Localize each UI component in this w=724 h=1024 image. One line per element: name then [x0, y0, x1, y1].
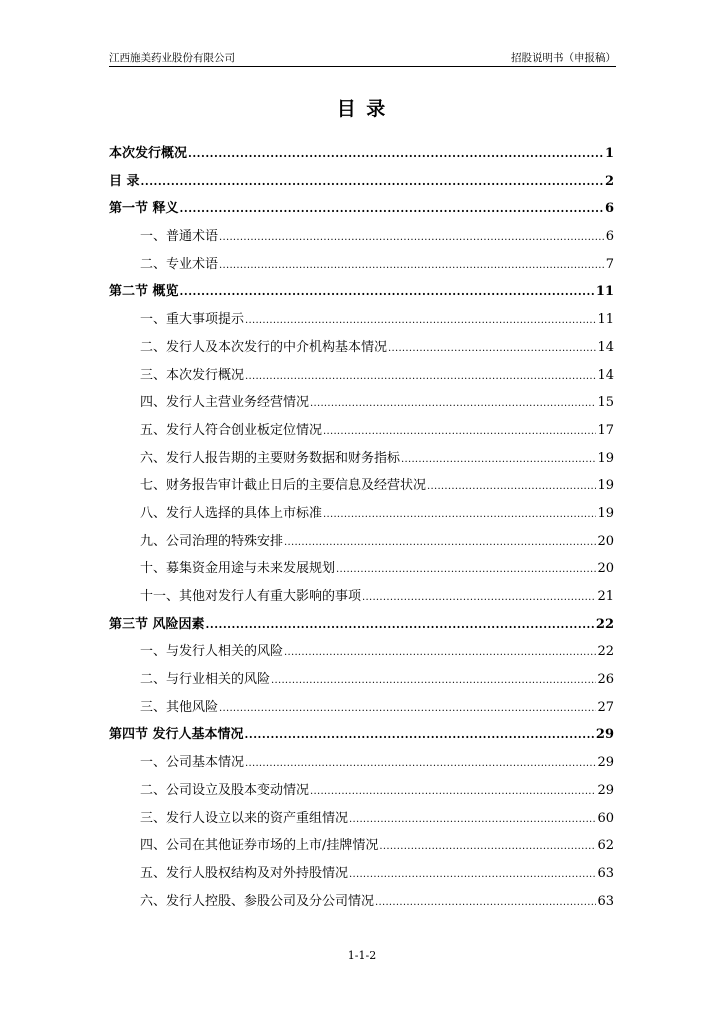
toc-subsection-entry[interactable] — [109, 749, 614, 777]
toc-entry-page: 11 — [597, 312, 614, 328]
toc-subsection-entry[interactable] — [109, 583, 614, 611]
toc-dot-leader — [245, 363, 596, 391]
toc-entry-page: 62 — [597, 838, 614, 854]
toc-entry-label: 四、发行人主营业务经营情况 — [140, 395, 310, 411]
toc-subsection-entry[interactable] — [109, 832, 614, 860]
toc-entry-page: 6 — [604, 201, 614, 217]
toc-subsection-entry[interactable] — [109, 306, 614, 334]
toc-dot-leader — [284, 529, 596, 557]
toc-dot-leader — [219, 252, 605, 280]
toc-entry-page: 21 — [597, 589, 614, 604]
toc-entry-page: 26 — [597, 672, 614, 688]
toc-entry-label: 第三节 风险因素 — [109, 616, 205, 632]
toc-entry-page: 2 — [604, 173, 614, 189]
toc-subsection-entry[interactable] — [109, 500, 614, 528]
toc-dot-leader — [310, 778, 596, 806]
toc-dot-leader — [323, 418, 596, 446]
toc-entry-label: 一、与发行人相关的风险 — [140, 644, 284, 660]
toc-entry-page: 29 — [597, 755, 614, 771]
toc-entry-label: 十、募集资金用途与未来发展规划 — [140, 561, 336, 577]
toc-dot-leader — [401, 446, 596, 474]
toc-dot-leader — [180, 195, 604, 223]
toc-dot-leader — [284, 639, 596, 667]
toc-entry-page: 14 — [597, 367, 614, 383]
toc-subsection-entry[interactable] — [109, 777, 614, 805]
toc-entry-page: 7 — [605, 256, 614, 272]
toc-dot-leader — [349, 861, 596, 889]
toc-entry-page: 15 — [597, 395, 614, 411]
toc-dot-leader — [375, 889, 596, 917]
toc-dot-leader — [180, 278, 595, 306]
toc-entry-page: 29 — [595, 727, 614, 743]
toc-dot-leader — [245, 307, 596, 335]
toc-entry-page: 1 — [604, 146, 614, 161]
toc-entry-label: 一、重大事项提示 — [140, 312, 245, 328]
toc-subsection-entry[interactable] — [109, 860, 614, 888]
toc-entry-label: 十一、其他对发行人有重大影响的事项 — [140, 589, 362, 604]
toc-entry-label: 二、公司设立及股本变动情况 — [140, 782, 310, 798]
toc-entry-label: 二、与行业相关的风险 — [140, 672, 271, 688]
toc-entry-label: 八、发行人选择的具体上市标准 — [140, 505, 323, 521]
toc-subsection-entry[interactable] — [109, 223, 614, 251]
toc-entry-page: 20 — [597, 561, 614, 577]
toc-subsection-entry[interactable] — [109, 805, 614, 833]
toc-subsection-entry[interactable] — [109, 251, 614, 279]
toc-entry-label: 四、公司在其他证券市场的上市/挂牌情况 — [140, 838, 379, 854]
toc-entry-label: 九、公司治理的特殊安排 — [140, 533, 284, 549]
toc-dot-leader — [379, 833, 596, 861]
table-of-contents — [109, 140, 614, 915]
toc-section-entry[interactable] — [109, 168, 614, 196]
toc-dot-leader — [349, 806, 596, 834]
toc-subsection-entry[interactable] — [109, 472, 614, 500]
toc-dot-leader — [336, 556, 596, 584]
page-number: 1-1-2 — [347, 949, 377, 962]
toc-dot-leader — [271, 667, 596, 695]
toc-entry-page: 27 — [597, 699, 614, 715]
toc-entry-label: 六、发行人控股、参股公司及分公司情况 — [140, 893, 375, 909]
toc-entry-page: 20 — [597, 533, 614, 549]
toc-entry-page: 19 — [597, 478, 614, 494]
toc-dot-leader — [362, 584, 596, 612]
page-title: 目 录 — [336, 98, 388, 120]
toc-entry-page: 22 — [597, 644, 614, 660]
toc-dot-leader — [245, 750, 596, 778]
toc-section-entry[interactable] — [109, 721, 614, 749]
toc-dot-leader — [310, 390, 596, 418]
toc-entry-page: 19 — [597, 450, 614, 466]
toc-entry-label: 第四节 发行人基本情况 — [109, 727, 244, 743]
toc-subsection-entry[interactable] — [109, 417, 614, 445]
toc-entry-page: 17 — [597, 422, 614, 438]
toc-subsection-entry[interactable] — [109, 694, 614, 722]
toc-section-entry[interactable] — [109, 278, 614, 306]
toc-entry-label: 三、本次发行概况 — [140, 367, 245, 383]
toc-subsection-entry[interactable] — [109, 638, 614, 666]
toc-subsection-entry[interactable] — [109, 445, 614, 473]
toc-entry-label: 七、财务报告审计截止日后的主要信息及经营状况 — [140, 478, 427, 494]
toc-entry-label: 五、发行人股权结构及对外持股情况 — [140, 865, 349, 881]
toc-section-entry[interactable] — [109, 195, 614, 223]
toc-entry-label: 六、发行人报告期的主要财务数据和财务指标 — [140, 450, 401, 466]
toc-entry-label: 目 录 — [109, 173, 140, 189]
toc-entry-label: 三、其他风险 — [140, 699, 219, 715]
toc-entry-label: 一、普通术语 — [140, 229, 219, 245]
toc-dot-leader — [188, 140, 604, 168]
toc-entry-label: 一、公司基本情况 — [140, 755, 245, 771]
toc-dot-leader — [219, 224, 605, 252]
toc-dot-leader — [219, 695, 596, 723]
toc-subsection-entry[interactable] — [109, 888, 614, 916]
toc-subsection-entry[interactable] — [109, 555, 614, 583]
toc-dot-leader — [388, 335, 596, 363]
toc-dot-leader — [323, 501, 596, 529]
toc-entry-page: 63 — [597, 865, 614, 881]
toc-dot-leader — [141, 168, 604, 196]
toc-entry-page: 60 — [597, 810, 614, 826]
toc-subsection-entry[interactable] — [109, 528, 614, 556]
toc-entry-page: 11 — [595, 284, 614, 300]
toc-entry-page: 19 — [597, 505, 614, 521]
toc-entry-label: 五、发行人符合创业板定位情况 — [140, 422, 323, 438]
toc-section-entry[interactable] — [109, 611, 614, 639]
header-company: 江西施美药业股份有限公司 — [109, 52, 235, 64]
header-document-title: 招股说明书（申报稿） — [511, 52, 616, 64]
toc-dot-leader — [206, 611, 595, 639]
toc-subsection-entry[interactable] — [109, 334, 614, 362]
toc-entry-label: 本次发行概况 — [109, 146, 188, 161]
toc-entry-page: 6 — [605, 229, 614, 245]
toc-entry-page: 29 — [597, 782, 614, 798]
toc-subsection-entry[interactable] — [109, 389, 614, 417]
toc-dot-leader — [245, 721, 595, 749]
toc-section-entry[interactable] — [109, 140, 614, 168]
toc-entry-label: 二、发行人及本次发行的中介机构基本情况 — [140, 339, 388, 355]
page-header — [109, 50, 616, 67]
toc-entry-label: 第二节 概览 — [109, 284, 179, 300]
toc-subsection-entry[interactable] — [109, 362, 614, 390]
toc-subsection-entry[interactable] — [109, 666, 614, 694]
toc-entry-page: 63 — [597, 893, 614, 909]
toc-dot-leader — [427, 473, 596, 501]
toc-entry-page: 22 — [595, 616, 614, 632]
toc-entry-label: 二、专业术语 — [140, 256, 219, 272]
toc-entry-label: 第一节 释义 — [109, 201, 179, 217]
toc-entry-page: 14 — [597, 339, 614, 355]
toc-entry-label: 三、发行人设立以来的资产重组情况 — [140, 810, 349, 826]
